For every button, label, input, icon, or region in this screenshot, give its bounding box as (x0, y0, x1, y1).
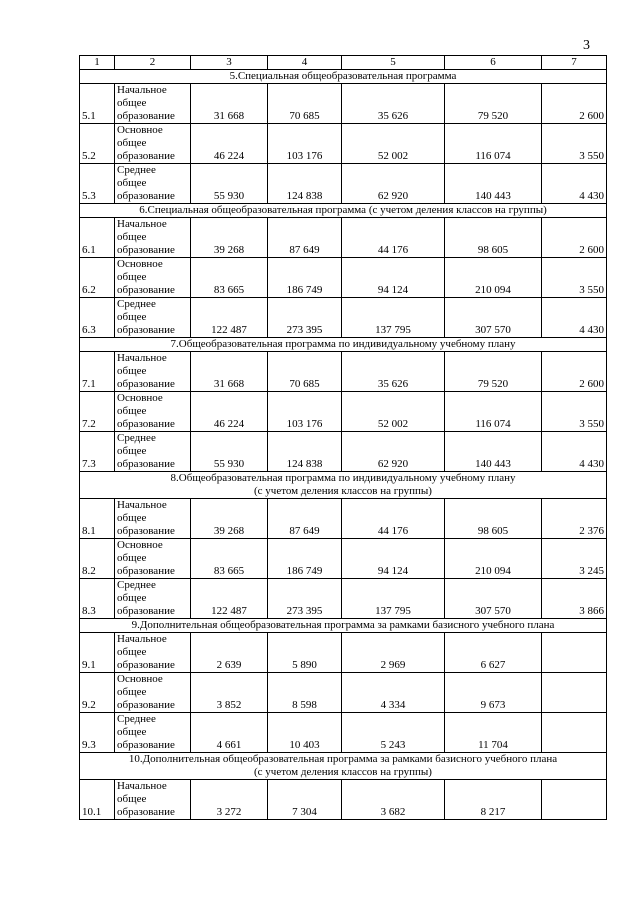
value-c6: 307 570 (445, 298, 542, 338)
value-c7: 3 550 (542, 258, 607, 298)
value-c5: 2 969 (342, 633, 445, 673)
value-c7: 3 550 (542, 392, 607, 432)
value-c7: 4 430 (542, 298, 607, 338)
value-c3: 46 224 (191, 392, 268, 432)
value-c4: 8 598 (268, 673, 342, 713)
value-c3: 55 930 (191, 432, 268, 472)
value-c4: 7 304 (268, 780, 342, 820)
value-c7: 4 430 (542, 164, 607, 204)
value-c3: 39 268 (191, 218, 268, 258)
value-c7 (542, 780, 607, 820)
education-level: Начальное общее образование (115, 352, 191, 392)
value-c5: 62 920 (342, 432, 445, 472)
table-row (80, 298, 607, 338)
table-row (80, 673, 607, 713)
value-c6: 98 605 (445, 499, 542, 539)
value-c7: 3 245 (542, 539, 607, 579)
value-c5: 44 176 (342, 499, 445, 539)
value-c3: 122 487 (191, 298, 268, 338)
education-level: Основное общее образование (115, 392, 191, 432)
value-c4: 5 890 (268, 633, 342, 673)
section-title-row (80, 753, 607, 780)
value-c6: 6 627 (445, 633, 542, 673)
value-c4: 70 685 (268, 352, 342, 392)
row-code: 5.2 (80, 124, 115, 164)
row-code: 8.3 (80, 579, 115, 619)
value-c4: 103 176 (268, 392, 342, 432)
table-row (80, 352, 607, 392)
row-code: 9.1 (80, 633, 115, 673)
value-c4: 273 395 (268, 579, 342, 619)
value-c6: 79 520 (445, 352, 542, 392)
education-level: Основное общее образование (115, 539, 191, 579)
value-c5: 94 124 (342, 539, 445, 579)
value-c6: 116 074 (445, 124, 542, 164)
value-c6: 210 094 (445, 258, 542, 298)
value-c6: 140 443 (445, 164, 542, 204)
education-level: Начальное общее образование (115, 218, 191, 258)
value-c3: 4 661 (191, 713, 268, 753)
section-title: 10.Дополнительная общеобразовательная программа за рамками базисного учебного плана (с учетом деления классов на группы) (80, 753, 607, 780)
education-level: Начальное общее образование (115, 633, 191, 673)
section-title: 9.Дополнительная общеобразовательная программа за рамками базисного учебного плана (80, 619, 607, 633)
row-code: 9.3 (80, 713, 115, 753)
value-c7: 3 866 (542, 579, 607, 619)
row-code: 5.1 (80, 84, 115, 124)
value-c6: 307 570 (445, 579, 542, 619)
value-c6: 210 094 (445, 539, 542, 579)
value-c6: 98 605 (445, 218, 542, 258)
section-title: 6.Специальная общеобразовательная программа (с учетом деления классов на группы) (80, 204, 607, 218)
value-c5: 137 795 (342, 298, 445, 338)
value-c3: 46 224 (191, 124, 268, 164)
education-level: Среднее общее образование (115, 164, 191, 204)
section-title: 5.Специальная общеобразовательная программа (80, 70, 607, 84)
education-level: Начальное общее образование (115, 84, 191, 124)
value-c6: 8 217 (445, 780, 542, 820)
column-number-row (80, 56, 607, 70)
value-c3: 39 268 (191, 499, 268, 539)
value-c5: 137 795 (342, 579, 445, 619)
row-code: 9.2 (80, 673, 115, 713)
row-code: 7.2 (80, 392, 115, 432)
education-level: Среднее общее образование (115, 298, 191, 338)
row-code: 7.1 (80, 352, 115, 392)
table-row (80, 499, 607, 539)
row-code: 7.3 (80, 432, 115, 472)
value-c4: 87 649 (268, 218, 342, 258)
value-c6: 140 443 (445, 432, 542, 472)
value-c7 (542, 673, 607, 713)
education-level: Среднее общее образование (115, 713, 191, 753)
row-code: 6.1 (80, 218, 115, 258)
value-c4: 10 403 (268, 713, 342, 753)
value-c6: 79 520 (445, 84, 542, 124)
value-c7: 2 600 (542, 218, 607, 258)
section-title: 7.Общеобразовательная программа по индивидуальному учебному плану (80, 338, 607, 352)
table-row (80, 633, 607, 673)
page-number: 3 (583, 38, 590, 53)
education-level: Основное общее образование (115, 258, 191, 298)
value-c4: 124 838 (268, 432, 342, 472)
table-row (80, 780, 607, 820)
education-level: Начальное общее образование (115, 499, 191, 539)
value-c4: 103 176 (268, 124, 342, 164)
value-c4: 186 749 (268, 258, 342, 298)
value-c4: 87 649 (268, 499, 342, 539)
column-number: 5 (342, 56, 445, 70)
column-number: 4 (268, 56, 342, 70)
value-c4: 124 838 (268, 164, 342, 204)
value-c5: 52 002 (342, 124, 445, 164)
value-c5: 94 124 (342, 258, 445, 298)
value-c7 (542, 713, 607, 753)
value-c4: 70 685 (268, 84, 342, 124)
value-c3: 31 668 (191, 84, 268, 124)
value-c7: 2 376 (542, 499, 607, 539)
row-code: 8.2 (80, 539, 115, 579)
table-row (80, 84, 607, 124)
value-c5: 4 334 (342, 673, 445, 713)
column-number: 2 (115, 56, 191, 70)
section-title-row (80, 338, 607, 352)
row-code: 6.2 (80, 258, 115, 298)
section-title-row (80, 204, 607, 218)
value-c3: 31 668 (191, 352, 268, 392)
value-c3: 2 639 (191, 633, 268, 673)
value-c4: 186 749 (268, 539, 342, 579)
row-code: 10.1 (80, 780, 115, 820)
value-c5: 35 626 (342, 352, 445, 392)
value-c7 (542, 633, 607, 673)
table-row (80, 124, 607, 164)
value-c4: 273 395 (268, 298, 342, 338)
table-row (80, 432, 607, 472)
section-title: 8.Общеобразовательная программа по индивидуальному учебному плану (с учетом деления классов на группы) (80, 472, 607, 499)
education-level: Основное общее образование (115, 124, 191, 164)
education-level: Основное общее образование (115, 673, 191, 713)
column-number: 7 (542, 56, 607, 70)
column-number: 6 (445, 56, 542, 70)
value-c5: 35 626 (342, 84, 445, 124)
table-row (80, 579, 607, 619)
column-number: 1 (80, 56, 115, 70)
table-row (80, 218, 607, 258)
education-level: Начальное общее образование (115, 780, 191, 820)
table-row (80, 539, 607, 579)
table-row (80, 258, 607, 298)
value-c7: 2 600 (542, 84, 607, 124)
value-c3: 3 272 (191, 780, 268, 820)
section-title-row (80, 619, 607, 633)
table-row (80, 392, 607, 432)
value-c5: 62 920 (342, 164, 445, 204)
value-c3: 83 665 (191, 539, 268, 579)
column-number: 3 (191, 56, 268, 70)
row-code: 8.1 (80, 499, 115, 539)
education-level: Среднее общее образование (115, 432, 191, 472)
value-c5: 5 243 (342, 713, 445, 753)
value-c5: 52 002 (342, 392, 445, 432)
table-row (80, 164, 607, 204)
section-title-row (80, 472, 607, 499)
section-title-row (80, 70, 607, 84)
value-c3: 122 487 (191, 579, 268, 619)
value-c7: 2 600 (542, 352, 607, 392)
row-code: 5.3 (80, 164, 115, 204)
value-c6: 116 074 (445, 392, 542, 432)
value-c5: 44 176 (342, 218, 445, 258)
value-c3: 55 930 (191, 164, 268, 204)
value-c3: 3 852 (191, 673, 268, 713)
value-c5: 3 682 (342, 780, 445, 820)
value-c7: 3 550 (542, 124, 607, 164)
value-c7: 4 430 (542, 432, 607, 472)
education-level: Среднее общее образование (115, 579, 191, 619)
value-c3: 83 665 (191, 258, 268, 298)
value-c6: 9 673 (445, 673, 542, 713)
table-row (80, 713, 607, 753)
tariff-table (79, 55, 607, 820)
value-c6: 11 704 (445, 713, 542, 753)
row-code: 6.3 (80, 298, 115, 338)
